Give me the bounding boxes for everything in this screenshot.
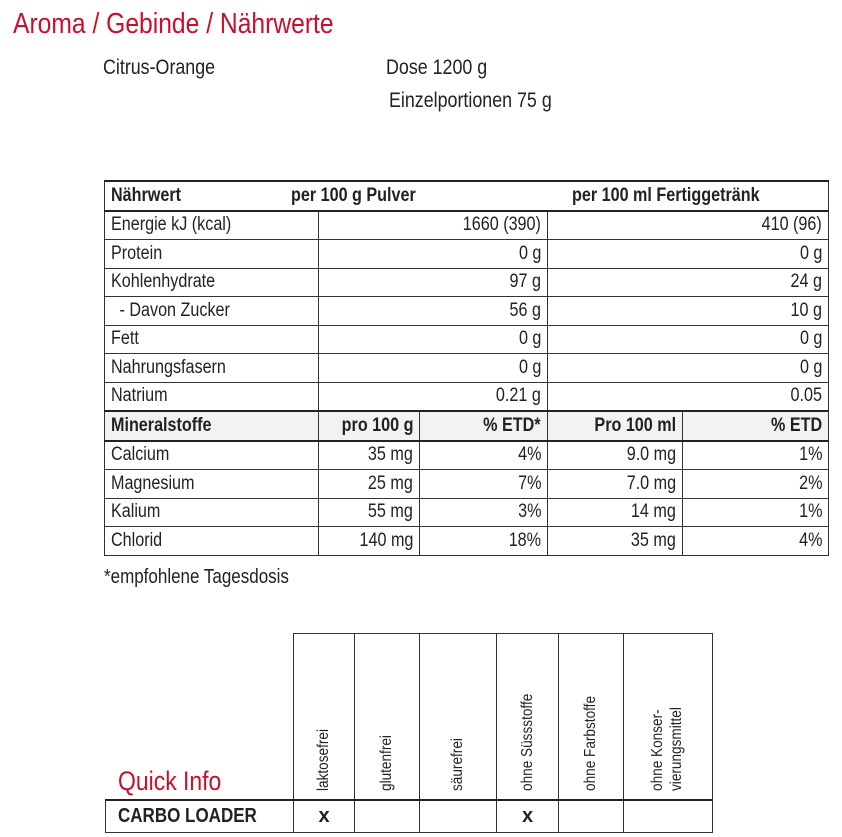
mineral-etd2: 2% bbox=[683, 470, 829, 499]
mineral-etd2: 4% bbox=[683, 527, 829, 556]
row-drink: 0 g bbox=[548, 354, 829, 383]
row-powder: 0 g bbox=[319, 354, 548, 383]
row-drink: 410 (96) bbox=[548, 211, 829, 240]
quick-info-title-cell bbox=[106, 634, 294, 801]
mineral-per100g: 35 mg bbox=[319, 441, 420, 470]
minerals-header-etd2: % ETD bbox=[683, 411, 829, 441]
row-powder: 0.21 g bbox=[319, 382, 548, 411]
product-row bbox=[106, 800, 713, 833]
table-row bbox=[105, 325, 829, 354]
mark-glutenfrei bbox=[355, 800, 420, 833]
mineral-label: Kalium bbox=[105, 498, 319, 527]
table-row bbox=[105, 441, 829, 470]
table-row bbox=[105, 354, 829, 383]
mark-ohne-konservierungsmittel bbox=[624, 800, 713, 833]
mineral-etd2: 1% bbox=[683, 441, 829, 470]
mineral-label: Calcium bbox=[105, 441, 319, 470]
product-name: CARBO LOADER bbox=[106, 800, 294, 833]
mineral-per100g: 140 mg bbox=[319, 527, 420, 556]
mineral-label: Chlorid bbox=[105, 527, 319, 556]
nutrition-header-powder: per 100 g Pulver bbox=[319, 181, 548, 211]
mineral-per100g: 55 mg bbox=[319, 498, 420, 527]
table-row bbox=[105, 240, 829, 269]
row-drink: 0 g bbox=[548, 325, 829, 354]
row-label: Nahrungsfasern bbox=[105, 354, 319, 383]
row-label: Natrium bbox=[105, 382, 319, 411]
mineral-per100ml: 14 mg bbox=[548, 498, 683, 527]
row-drink: 10 g bbox=[548, 297, 829, 326]
row-label: Kohlenhydrate bbox=[105, 268, 319, 297]
mineral-etd1: 4% bbox=[420, 441, 548, 470]
minerals-header-label: Mineralstoffe bbox=[105, 411, 319, 441]
row-label: Fett bbox=[105, 325, 319, 354]
page-title: Aroma / Gebinde / Nährwerte bbox=[13, 8, 334, 40]
row-powder: 0 g bbox=[319, 240, 548, 269]
mineral-etd1: 3% bbox=[420, 498, 548, 527]
mark-laktosefrei: x bbox=[294, 800, 355, 833]
quick-info-table bbox=[105, 633, 713, 833]
row-powder: 97 g bbox=[319, 268, 548, 297]
flavor-text: Citrus-Orange bbox=[103, 56, 216, 79]
table-row bbox=[105, 268, 829, 297]
quick-info-title: Quick Info bbox=[117, 766, 221, 796]
table-row bbox=[105, 527, 829, 556]
minerals-header-per100g: pro 100 g bbox=[319, 411, 420, 441]
footnote: *empfohlene Tagesdosis bbox=[104, 566, 289, 588]
column-ohne-konservierungsmittel: ohne Konser- vierungsmittel bbox=[624, 634, 713, 801]
row-powder: 56 g bbox=[319, 297, 548, 326]
mark-ohne-farbstoffe bbox=[559, 800, 624, 833]
pack-size-can: Dose 1200 g bbox=[386, 56, 488, 79]
row-powder: 0 g bbox=[319, 325, 548, 354]
mark-saeurefrei bbox=[420, 800, 497, 833]
column-laktosefrei: laktosefrei bbox=[294, 634, 355, 801]
mineral-etd2: 1% bbox=[683, 498, 829, 527]
nutrition-header-drink: per 100 ml Fertiggetränk bbox=[548, 181, 829, 211]
table-row bbox=[105, 382, 829, 411]
row-label: Energie kJ (kcal) bbox=[105, 211, 319, 240]
column-glutenfrei: glutenfrei bbox=[355, 634, 420, 801]
column-ohne-suessstoffe: ohne Süssstoffe bbox=[497, 634, 559, 801]
mineral-per100ml: 9.0 mg bbox=[548, 441, 683, 470]
mineral-etd1: 7% bbox=[420, 470, 548, 499]
row-powder: 1660 (390) bbox=[319, 211, 548, 240]
table-row bbox=[105, 470, 829, 499]
mineral-per100ml: 7.0 mg bbox=[548, 470, 683, 499]
nutrition-header-row bbox=[105, 181, 829, 211]
nutrition-table bbox=[104, 180, 829, 556]
row-label: Protein bbox=[105, 240, 319, 269]
table-row bbox=[105, 498, 829, 527]
table-row bbox=[105, 297, 829, 326]
row-drink: 0.05 bbox=[548, 382, 829, 411]
mineral-etd1: 18% bbox=[420, 527, 548, 556]
minerals-header-row bbox=[105, 411, 829, 441]
pack-size-portion: Einzelportionen 75 g bbox=[389, 89, 552, 112]
nutrition-header-label: Nährwert bbox=[105, 181, 319, 211]
row-drink: 24 g bbox=[548, 268, 829, 297]
minerals-header-etd1: % ETD* bbox=[420, 411, 548, 441]
table-row bbox=[105, 211, 829, 240]
mark-ohne-suessstoffe: x bbox=[497, 800, 559, 833]
minerals-header-per100ml: Pro 100 ml bbox=[548, 411, 683, 441]
row-drink: 0 g bbox=[548, 240, 829, 269]
mineral-per100ml: 35 mg bbox=[548, 527, 683, 556]
column-saeurefrei: säurefrei bbox=[420, 634, 497, 801]
mineral-per100g: 25 mg bbox=[319, 470, 420, 499]
mineral-label: Magnesium bbox=[105, 470, 319, 499]
column-ohne-farbstoffe: ohne Farbstoffe bbox=[559, 634, 624, 801]
row-label: - Davon Zucker bbox=[105, 297, 319, 326]
